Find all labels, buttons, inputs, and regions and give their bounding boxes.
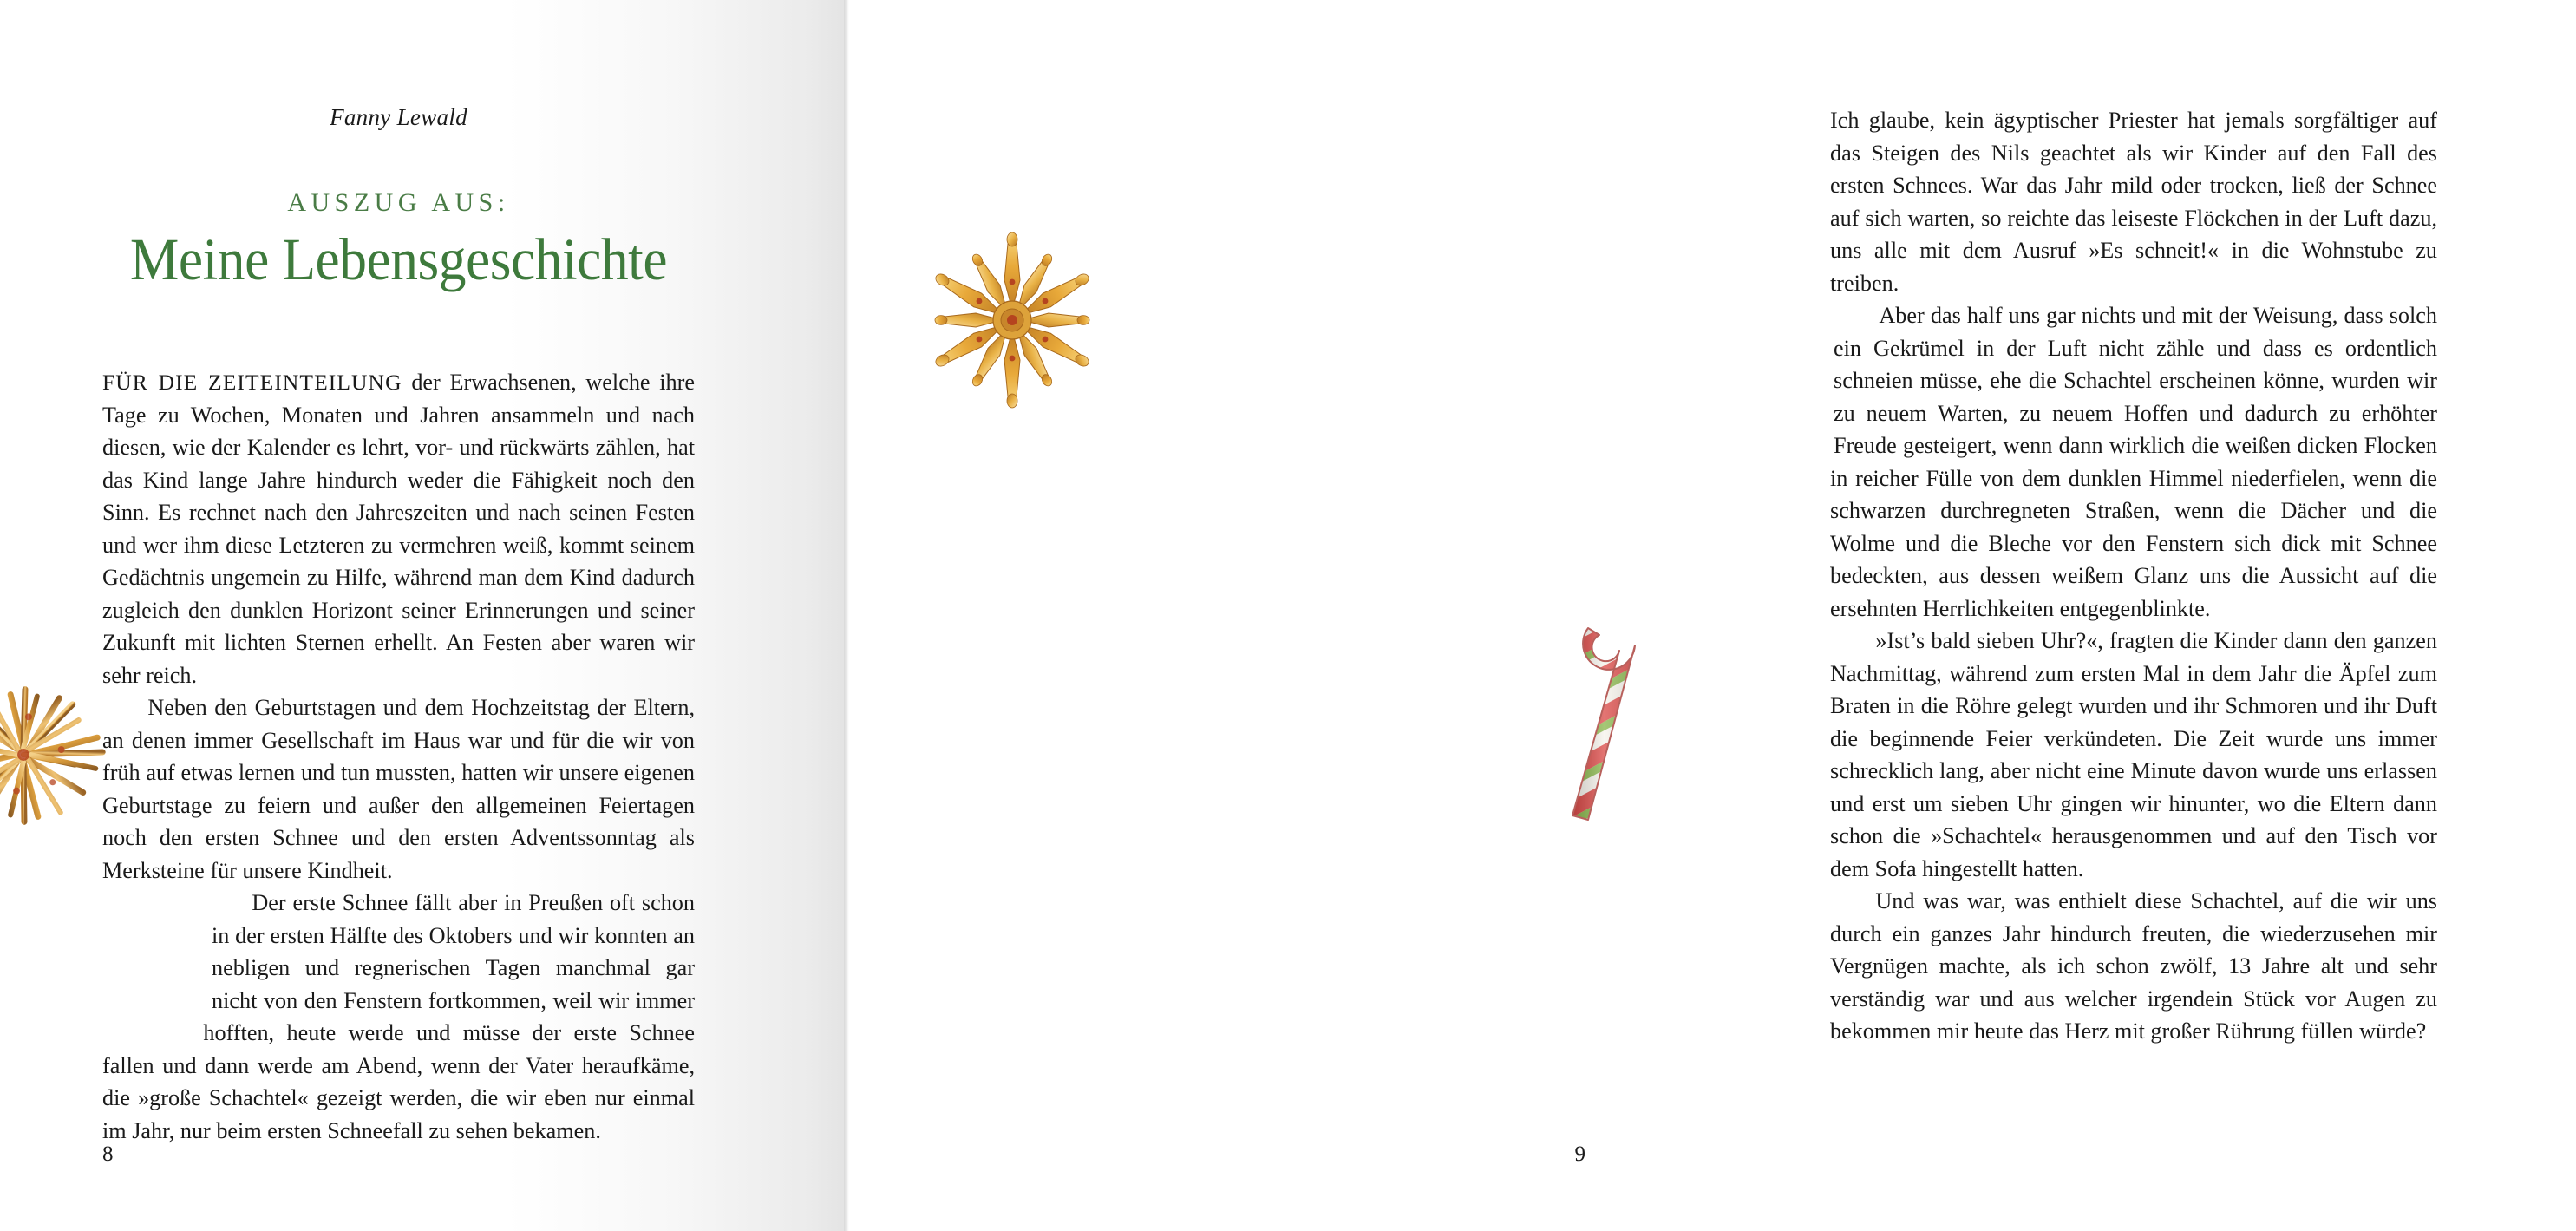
paragraph-r1: Ich glaube, kein ägyptischer Priester hat jemals sorgfältiger auf das Steigen des Nils geachtet als wir Kinder auf den Fall des ersten Schnees. War das Jahr mild oder trocken, ließ der Schnee auf sich warten, so reichte das leiseste Flöckchen in der Luft dazu, uns alle mit dem Ausruf »Es schneit!« in die Wohnstube zu treiben. (1830, 108, 2437, 296)
straw-star-ornament (921, 232, 1103, 408)
page-number-verso: 8 (102, 1143, 114, 1166)
gutter-shadow (844, 0, 849, 1231)
kicker-label: AUSZUG AUS: (287, 188, 510, 217)
candy-cane-ornament (1559, 555, 1689, 824)
straw-star-ornament (0, 668, 127, 841)
paragraph-1 (102, 366, 695, 691)
page-verso (0, 0, 844, 1231)
paragraph-3-text: Der erste Schnee fällt aber in Preußen oft schon in der ersten Hälfte des Oktobers und wir konnten an nebligen und regnerischen Tagen manchmal gar nicht von den Fenstern fortkommen, weil wir immer hofften, heute werde und müsse der erste Schnee fallen und dann werde am Abend, wenn der Vater heraufkäme, die »große Schachtel« gezeigt werden, die wir eben nur einmal im Jahr, nur beim ersten Schneefall zu sehen bekamen. (102, 890, 695, 1143)
paragraph-r3 (1830, 625, 2437, 885)
paragraph-r2-text: Aber das half uns gar nichts und mit der Weisung, dass solch ein Gekrümel in der Luft nicht zähle und dass es ordentlich schneien müsse, ehe die Schachtel erscheinen könne, wurden wir zu neuem Warten, zu neuem Hoffen und dadurch zu erhöhter Freude gesteigert, wenn dann wirklich die weißen dicken Flocken in reicher Fülle von dem dunklen Himmel niederfielen, wenn die schwarzen durchregneten Straßen, wenn die Dächer und die Wolme und die Bleche vor den Fenstern sich dick mit Schnee bedeckten, aus dessen weißem Glanz uns die Aussicht auf die ersehnten Herrlichkeiten entgegenblinkte. (1830, 303, 2437, 621)
paragraph-r2 (1830, 299, 2437, 625)
paragraph-r3-text: »Ist’s bald sieben Uhr?«, fragten die Kinder dann den ganzen Nachmittag, während zum ersten Mal in dem Jahr die Äpfel zum Braten in die Röhre gelegt wurden und ihr Schmoren und ihr Duft die beginnende Feier verkündeten. Die Zeit wurde uns immer schrecklich lang, aber nicht eine Minute davon wurde uns erlassen und erst um sieben Uhr gingen wir hinunter, wo die Eltern dann schon die »Schachtel« herausgenommen und auf den Tisch vor dem Sofa hingestellt hatten. (1830, 628, 2437, 881)
paragraph-2: Neben den Geburtstagen und dem Hochzeitstag der Eltern, an denen immer Gesellschaft im Haus war und für die wir von früh auf etwas lernen und tun mussten, hatten wir unsere eigenen Geburtstage zu feiern und außer den allgemeinen Feiertagen noch den ersten Schnee und den ersten Adventssonntag als Merksteine für unsere Kindheit. (102, 695, 695, 883)
page-title: Meine Lebensgeschichte (129, 226, 668, 292)
straw-star-wrap-shape (1644, 315, 1828, 475)
straw-star-wrap-shape (10, 887, 205, 1044)
paragraph-3 (102, 887, 695, 1147)
paragraph-1-rest: der Erwachsenen, welche ihre Tage zu Wochen, Monaten und Jahren ansammeln und nach diesen, wie der Kalender es lehrt, vor- und rückwärts zählen, hat das Kind lange Jahre hindurch weder die Fähigkeit noch den Sinn. Es rechnet nach den Jahreszeiten und nach seinen Festen und wer ihm diese Letzteren zu vermehren weiß, kommt seinem Gedächtnis ungemein zu Hilfe, während man dem Kind dadurch zugleich den dunklen Horizont seiner Erinnerungen und seiner Zukunft mit lichten Sternen erhellt. An Festen aber waren wir sehr reich. (102, 370, 695, 688)
left-page-textblock (102, 104, 695, 1147)
candy-cane-wrap-shape (2456, 625, 2576, 890)
author-byline: Fanny Lewald (330, 104, 467, 130)
page-number-recto: 9 (1574, 1143, 1585, 1166)
paragraph-r4: Und was war, was enthielt diese Schachtel, auf die wir uns durch ein ganzes Jahr hindurch freuten, die wiederzusehen mir Vergnügen machte, als ich schon zwölf, 13 Jahre alt und sehr verständig war und aus welcher irgendein Stück vor Augen zu bekommen mir heute das Herz mit großer Rührung füllen würde? (1830, 888, 2437, 1044)
right-page-textblock (1830, 104, 2437, 1048)
left-body-column (102, 366, 695, 1147)
right-body-column (1830, 104, 2437, 1048)
opening-smallcaps: FÜR DIE ZEITEINTEILUNG (102, 370, 402, 396)
